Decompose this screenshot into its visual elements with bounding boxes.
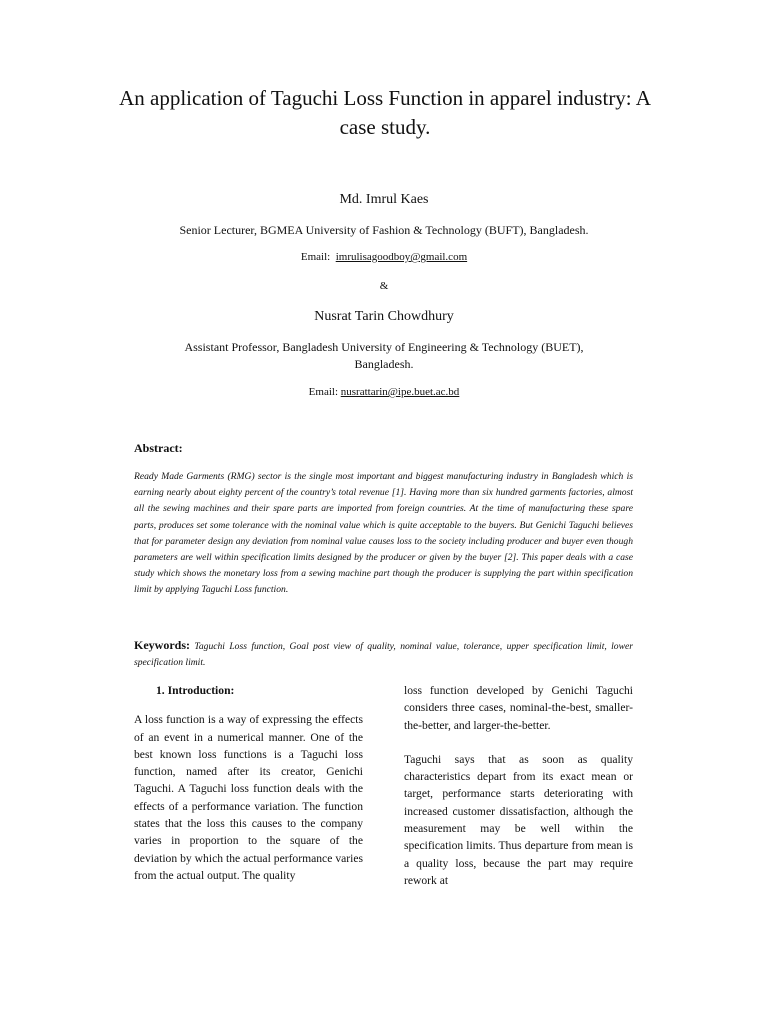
right-column bbox=[404, 682, 633, 906]
introduction-paragraph-1: A loss function is a way of expressing the effects of an event in a numerical manner. One of the best known loss functions is a Taguchi loss function, named after its creator, Genichi Taguchi. A Taguchi loss function deals with the effects of a performance variation. The function states that the loss this causes to the company varies in proportion to the square of the deviation by which the actual performance varies from the actual output. The quality bbox=[134, 713, 363, 882]
paper-title: An application of Taguchi Loss Function in apparel industry: A case study. bbox=[119, 86, 651, 139]
author1-name: Md. Imrul Kaes bbox=[339, 192, 429, 207]
author-separator: & bbox=[379, 280, 389, 292]
keywords-block bbox=[134, 638, 633, 670]
abstract-text: Ready Made Garments (RMG) sector is the single most important and biggest manufacturing industry in Bangladesh which is earning nearly about eighty percent of the country’s total revenue [1]. Having more than six hundred garments factories, almost all the sewing machines and their spare parts are imported from foreign countries. At the time of manufacturing these spare parts, produces set some tolerance with the nominal value which is quite acceptable to the buyers. But Genichi Taguchi believes that for parameter design any deviation from nominal value causes loss to the society including producer and buyer even though parameters are well within specification limits designed by the producer or given by the buyer [2]. This paper deals with a case study which shows the monetary loss from a sewing machine part though the producer is supplying the part within specification limit by applying Taguchi Loss function. bbox=[134, 471, 633, 596]
introduction-paragraph-3: Taguchi says that as soon as quality characteristics depart from its exact mean or target, performance starts deteriorating with increased customer dissatisfaction, although the measurement may be well within the specification limits. Thus departure from mean is a quality loss, because the part may require rework at bbox=[404, 752, 633, 887]
left-column bbox=[134, 682, 363, 901]
author2-affiliation: Assistant Professor, Bangladesh University of Engineering & Technology (BUET), Bangladesh. bbox=[184, 340, 584, 371]
author2-name: Nusrat Tarin Chowdhury bbox=[314, 309, 454, 324]
introduction-paragraph-2: loss function developed by Genichi Taguchi considers three cases, nominal-the-best, smaller-the-better, and larger-the-better. bbox=[404, 684, 633, 732]
author2-email-link[interactable]: nusrattarin@ipe.buet.ac.bd bbox=[340, 386, 460, 398]
author1-email-line bbox=[60, 251, 708, 263]
introduction-heading: 1. Introduction: bbox=[156, 684, 235, 697]
author2-email-line bbox=[60, 386, 708, 398]
abstract-heading: Abstract: bbox=[134, 441, 183, 455]
keywords-label: Keywords: bbox=[134, 638, 190, 652]
author2-email-label: Email: bbox=[308, 386, 338, 398]
keywords-text: Taguchi Loss function, Goal post view of quality, nominal value, tolerance, upper specification limit, lower specification limit. bbox=[134, 641, 633, 668]
author1-affiliation: Senior Lecturer, BGMEA University of Fashion & Technology (BUFT), Bangladesh. bbox=[179, 223, 589, 237]
author1-email-link[interactable]: imrulisagoodboy@gmail.com bbox=[335, 251, 468, 263]
author1-email-label: Email: bbox=[300, 251, 331, 263]
